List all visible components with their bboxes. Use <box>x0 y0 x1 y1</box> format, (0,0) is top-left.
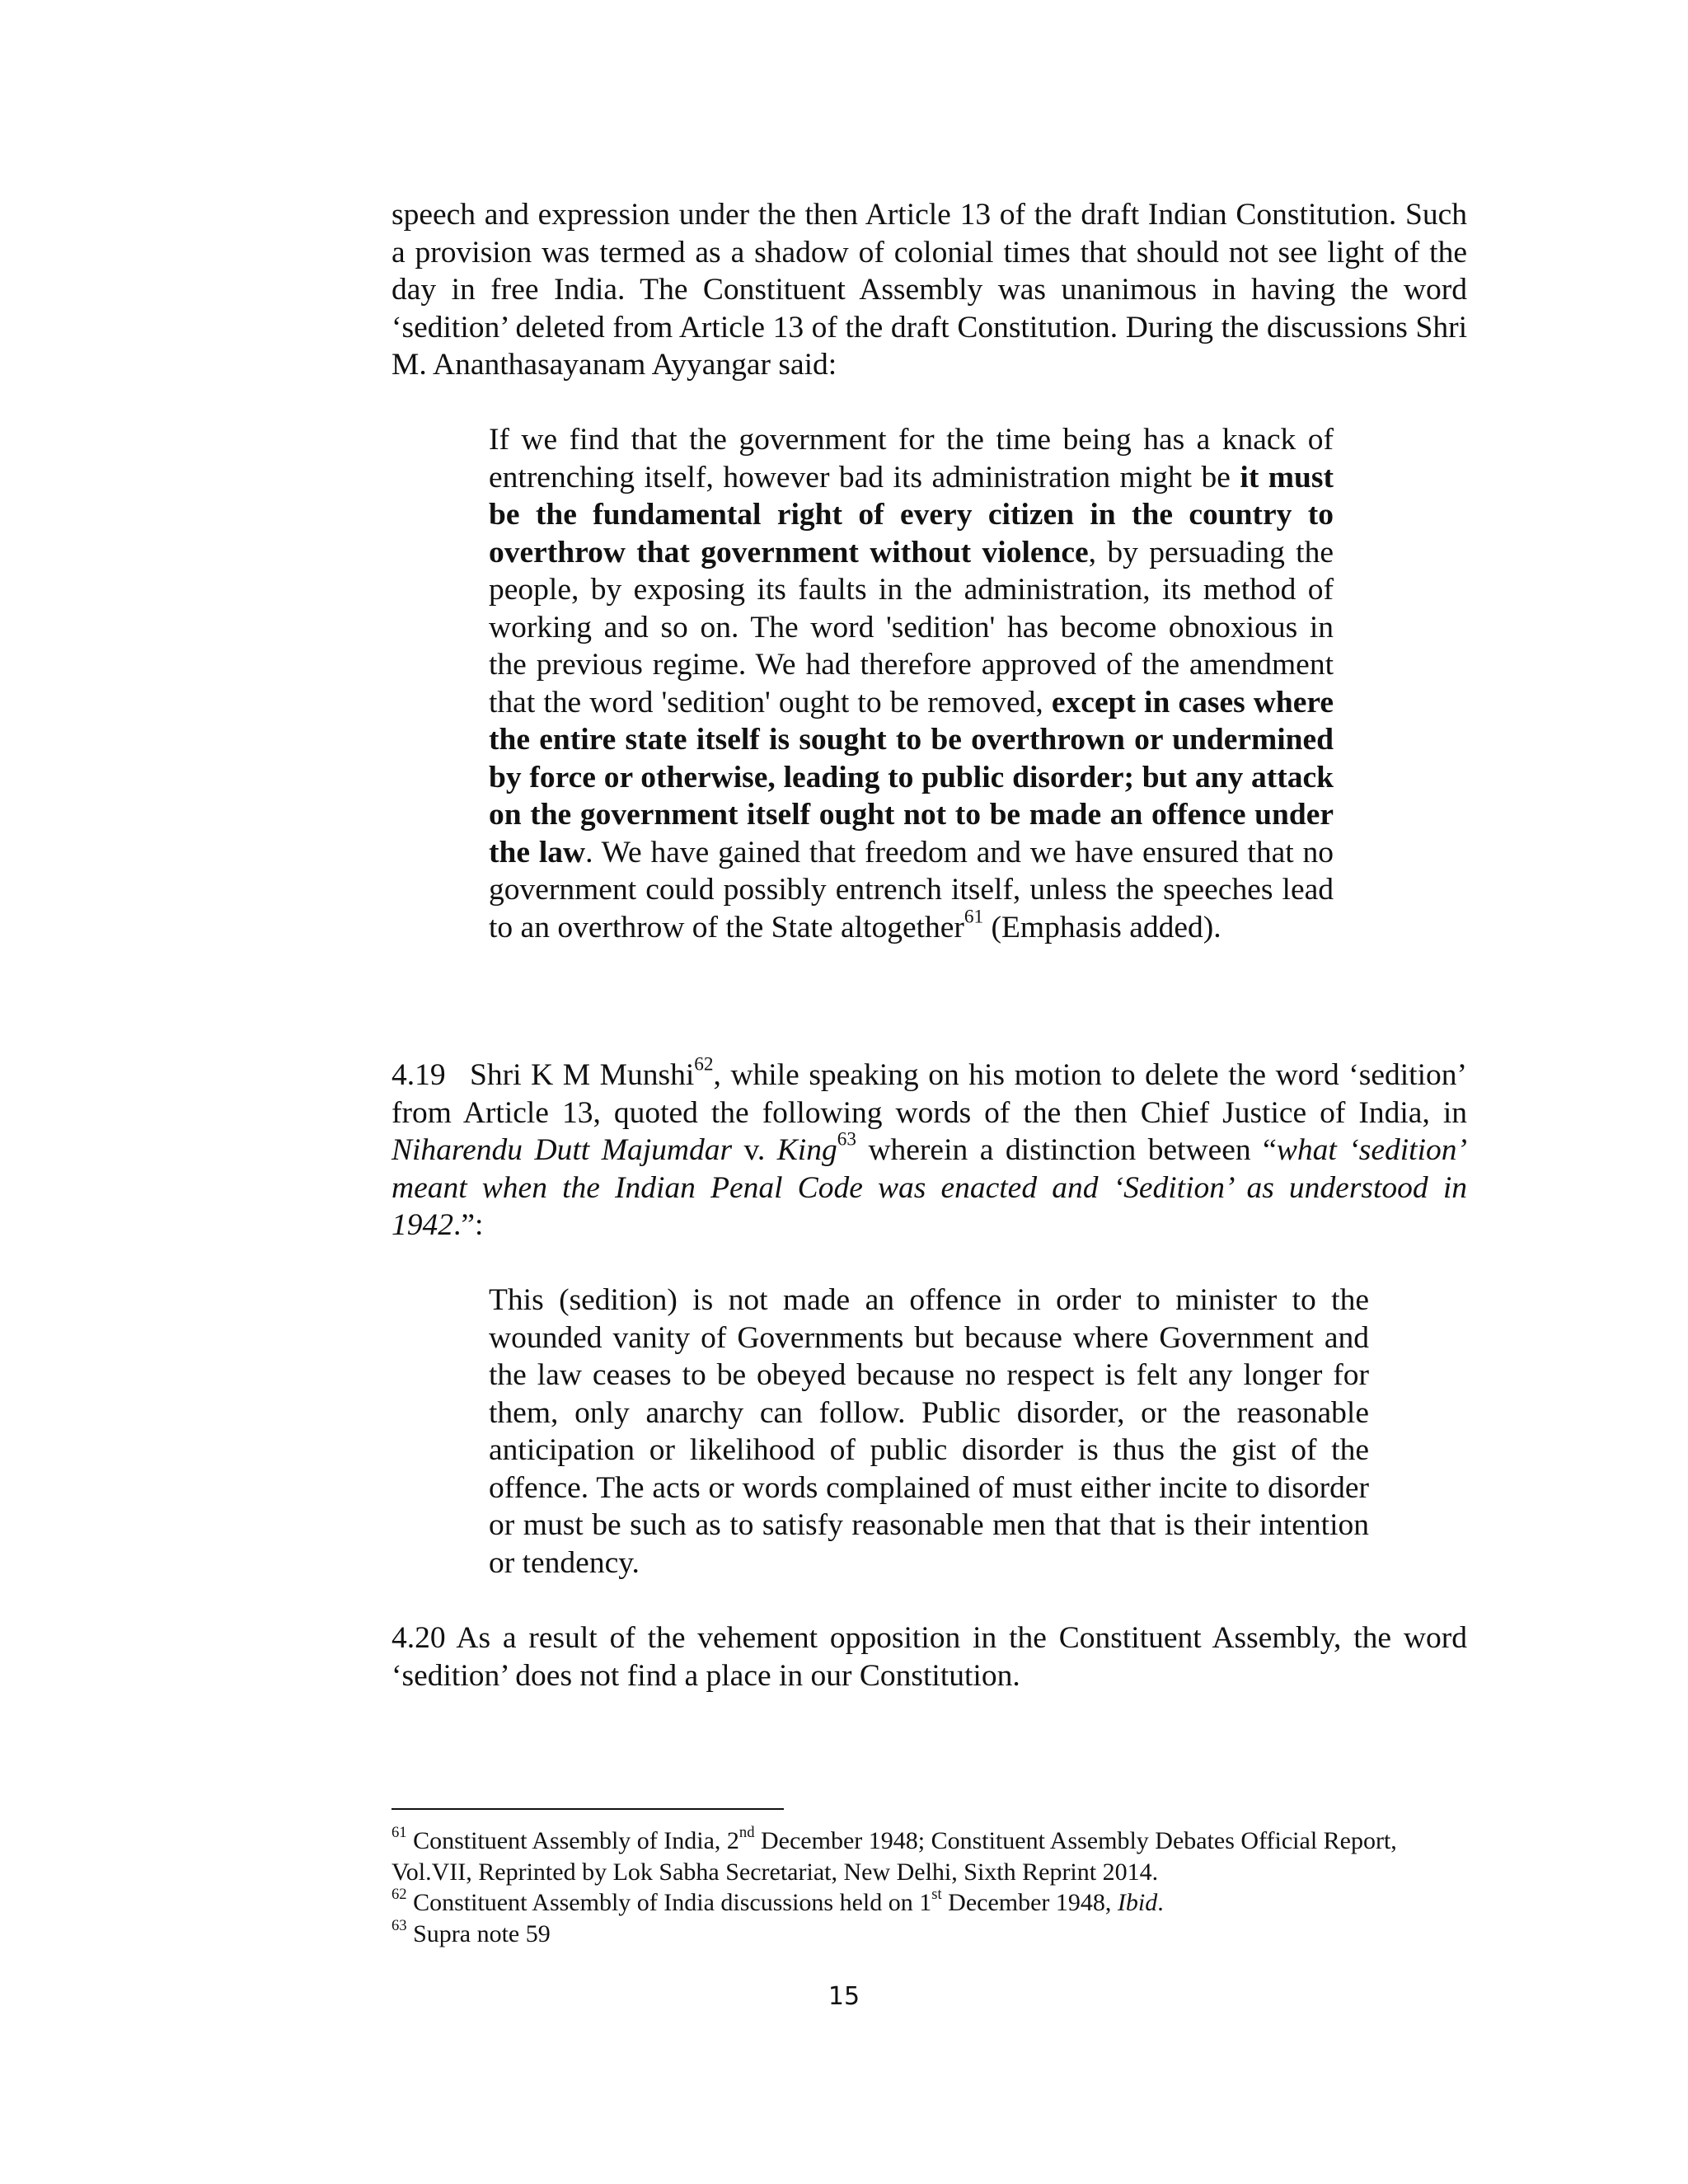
ordinal-suffix: st <box>931 1886 942 1904</box>
quote1-text-1: If we find that the government for the time being has a knack of entrenching itself, however bad its administration might be <box>489 423 1334 494</box>
paragraph-number: 4.19 <box>392 1058 446 1092</box>
footnote-62-text-2: December 1948, <box>941 1889 1118 1916</box>
case-party-king: King <box>776 1133 837 1167</box>
footnote-ref-62[interactable]: 62 <box>694 1053 714 1076</box>
footnote-61 <box>392 1825 1479 1887</box>
footnote-number: 61 <box>392 1824 407 1842</box>
footnote-ref-61[interactable]: 61 <box>964 906 984 928</box>
page-number: 15 <box>828 1982 860 2011</box>
footnote-divider <box>392 1808 784 1810</box>
paragraph-intro-text: speech and expression under the then Article 13 of the draft Indian Constitution. Such a provision was termed as a shadow of colonial times that should not see light of the day in free India. The Constituent Assembly was unanimous in having the word ‘sedition’ deleted from Article 13 of the draft Constitution. During the discussions Shri M. Ananthasayanam Ayyangar said: <box>392 198 1467 382</box>
footnotes <box>392 1825 1479 1949</box>
paragraph-4-19 <box>392 1053 1467 1244</box>
paragraph-4-20 <box>392 1619 1467 1694</box>
para419-text-1: Shri K M Munshi <box>470 1058 695 1092</box>
quote1-emphasis-2: except in cases where the entire state itself is sought to be overthrown or undermined by force or otherwise, leading to public disorder; but any attack on the government itself ought not to be made an offence under the law <box>489 685 1334 869</box>
quote1-text-2: , by persuading the people, by exposing its faults in the administration, its method of working and so on. The word 'sedition' has become obnoxious in the previous regime. We had therefore approved of the amendment that the word 'sedition' ought to be removed, <box>489 535 1334 719</box>
paragraph-4-20-text: 4.20 As a result of the vehement opposition in the Constituent Assembly, the word ‘sedition’ does not find a place in our Constitution. <box>392 1621 1467 1693</box>
case-name: Niharendu Dutt Majumdar <box>392 1133 733 1167</box>
para419-text-2: , while speaking on his motion to delete the word ‘sedition’ from Article 13, quoted the following words of the then Chief Justice of India, in <box>392 1058 1467 1130</box>
footnote-63-text: Supra note 59 <box>406 1919 551 1947</box>
footnote-61-text-2: December 1948; Constituent Assembly Debates Official Report, Vol.VII, Reprinted by Lok Sabha Secretariat, New Delhi, Sixth Reprint 2014. <box>392 1827 1397 1886</box>
para419-text-4: .”: <box>453 1208 484 1242</box>
quote1-text-3: . We have gained that freedom and we have ensured that no government could possibly entrench itself, unless the speeches lead to an overthrow of the State altogether <box>489 835 1334 944</box>
footnote-62-text-1: Constituent Assembly of India discussions held on 1 <box>406 1889 932 1916</box>
footnote-63 <box>392 1916 1479 1950</box>
blockquote-chief-justice <box>489 1282 1369 1582</box>
quote1-emphasis-1: it must be the fundamental right of every citizen in the country to overthrow that government without violence <box>489 460 1334 569</box>
quote2-text: This (sedition) is not made an offence in order to minister to the wounded vanity of Governments but because where Government and the law ceases to be obeyed because no respect is felt any longer for them, only anarchy can follow. Public disorder, or the reasonable anticipation or likelihood of public disorder is thus the gist of the offence. The acts or words complained of must either incite to disorder or must be such as to satisfy reasonable men that that is their intention or tendency. <box>489 1283 1369 1580</box>
footnote-number: 62 <box>392 1886 407 1904</box>
ibid: Ibid <box>1117 1889 1158 1916</box>
para419-italic-quote: what ‘sedition’ meant when the Indian Penal Code was enacted and ‘Sedition’ as understood in 1942 <box>392 1133 1467 1242</box>
footnote-62-text-3: . <box>1157 1889 1164 1916</box>
footnote-61-text-1: Constituent Assembly of India, 2 <box>406 1827 739 1854</box>
footnote-number: 63 <box>392 1916 407 1934</box>
footnote-ref-63[interactable]: 63 <box>837 1128 856 1151</box>
versus: v. <box>732 1133 777 1167</box>
para419-text-3: wherein a distinction between “ <box>856 1133 1277 1167</box>
ordinal-suffix: nd <box>738 1824 755 1842</box>
footnote-62 <box>392 1887 1479 1919</box>
quote1-text-4: (Emphasis added). <box>983 910 1221 944</box>
paragraph-intro <box>392 196 1467 384</box>
blockquote-ayyangar <box>489 421 1334 946</box>
